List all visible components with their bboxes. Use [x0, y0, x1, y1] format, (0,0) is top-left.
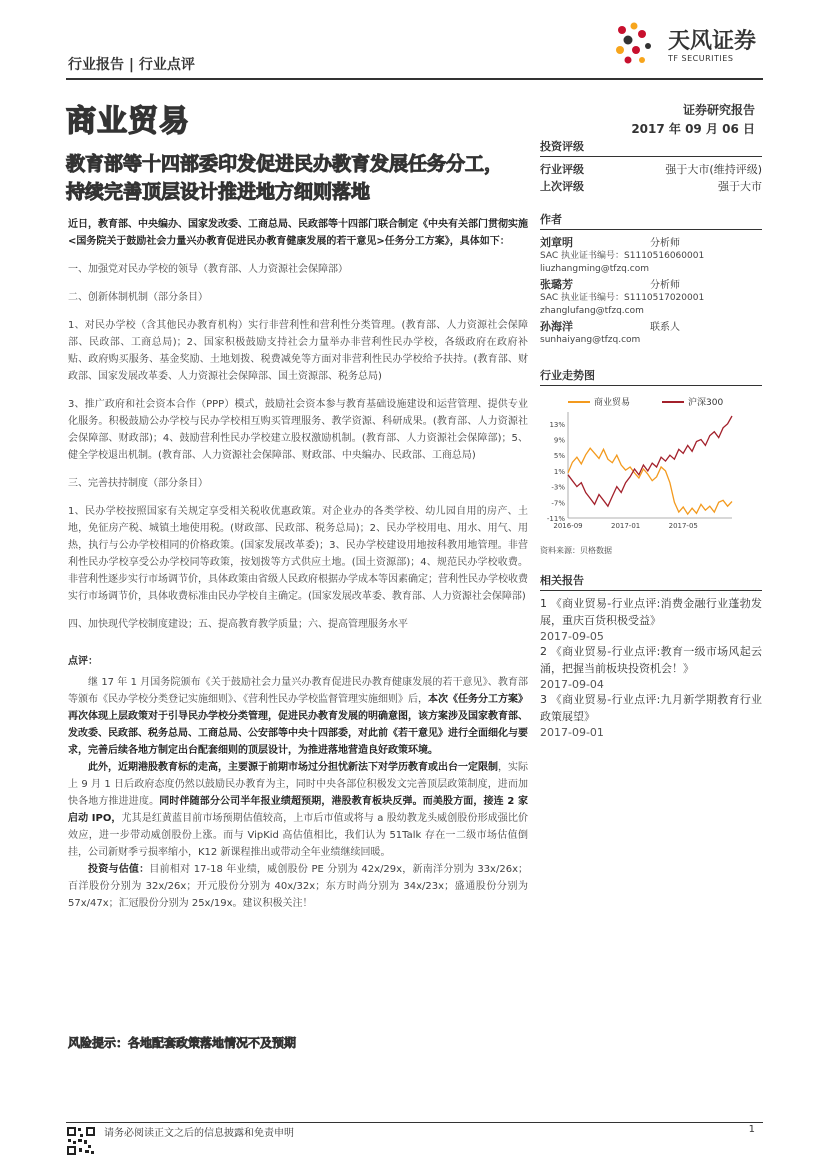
industry-rating-row — [540, 161, 762, 178]
report-tag: 证券研究报告 — [682, 103, 755, 117]
legend-label: 沪深300 — [688, 398, 724, 408]
author-cert: SAC 执业证书编号：S1110517020001 — [540, 293, 705, 303]
prev-rating-label: 上次评级 — [540, 180, 584, 193]
x-tick-label: 2017-01 — [610, 522, 641, 530]
chart-header: 行业走势图 — [540, 367, 762, 386]
legend-label: 商业贸易 — [594, 398, 631, 408]
related-report-1[interactable] — [540, 595, 762, 643]
document-type: 行业报告 | 行业点评 — [68, 57, 195, 73]
footer-divider — [66, 1122, 763, 1123]
paragraph-4: 3、推广政府和社会资本合作（PPP）模式，鼓励社会资本参与教育基础设施建设和运营管理、提供专业化服务。积极鼓励公办学校与民办学校相互购买管理服务、教学资源、科研成果。(教育部、人力资源社会保障部、财政部)；4、鼓励营利性民办学校建立股权激励机制。(教育部、人力资源社会保障部)；5、健全学校退出机制。(教育部、人力资源社会保障部、财政部、中央编办、民政部、工商总局) — [68, 399, 528, 461]
y-tick-label: -11% — [546, 515, 565, 523]
paragraph-1: 一、加强党对民办学校的领导（教育部、人力资源社会保障部） — [68, 264, 348, 275]
comment-paragraph-1 — [68, 674, 528, 759]
comment-1-bold: 本次《任务分工方案》再次体现上层政策对于引导民办学校分类管理，促进民办教育发展的明确意图，该方案涉及国家教育部、发改委、民政部、税务总局、工商总局、公安部等中央十四部委，对此前《若干意见》进行全面细化与要求，完善后续各地方制定出台配套细则的顶层设计，为推进落地营造良好政策环境。 — [68, 694, 528, 756]
author-email[interactable]: sunhaiyang@tfzq.com — [540, 335, 641, 345]
author-name: 孙海洋 — [540, 320, 573, 333]
x-tick-label: 2017-05 — [668, 522, 698, 530]
logo-subtitle: TF SECURITIES — [668, 54, 734, 63]
y-tick-label: -7% — [551, 499, 565, 508]
y-tick-label: 5% — [553, 452, 565, 461]
comment-2-bold-2: 同时伴随部分公司半年报业绩超预期，港股教育板块反弹。而美股方面，接连 2 家启动 IPO， — [68, 796, 529, 824]
disclaimer-notice: 请务必阅读正文之后的信息披露和免责申明 — [104, 1128, 294, 1139]
paragraph-7: 四、加快现代学校制度建设；五、提高教育教学质量；六、提高管理服务水平 — [68, 619, 408, 630]
authors-header: 作者 — [540, 211, 762, 230]
sidebar — [540, 138, 762, 739]
industry-rating-value: 强于大市(维持评级) — [665, 163, 762, 176]
valuation-text: 目前相对 17-18 年业绩，威创股份 PE 分别为 42x/29x，新南洋分别为 33x/26x；百洋股份分别为 32x/26x；开元股份分别为 40x/32x；东方时尚分别为 34x/23x；盛通股份分别为 57x/47x；汇冠股份分别为 25x/19x。建议积极关注！ — [68, 864, 528, 909]
author-email[interactable]: liuzhangming@tfzq.com — [540, 264, 649, 274]
related-report-date: 2017-09-01 — [540, 726, 604, 739]
paragraph-2: 二、创新体制机制（部分条目） — [68, 292, 208, 303]
main-body — [68, 216, 528, 923]
title-line-1: 教育部等十四部委印发促进民办教育发展任务分工， — [66, 153, 504, 175]
prev-rating-row — [540, 178, 762, 195]
risk-warning: 风险提示：各地配套政策落地情况不及预期 — [68, 1036, 297, 1050]
logo-name: 天风证券 — [668, 29, 757, 54]
comment-paragraph-3 — [68, 861, 528, 912]
page-number: 1 — [748, 1124, 755, 1135]
author-email[interactable]: zhanglufang@tfzq.com — [540, 306, 644, 316]
comment-2-bold: 此外，近期港股教育标的走高，主要源于前期市场过分担忧新法下对学历教育或出台一定限制 — [88, 762, 498, 773]
y-tick-label: 13% — [549, 420, 565, 429]
series-line — [568, 416, 732, 506]
author-2 — [540, 276, 762, 318]
rating-header: 投资评级 — [540, 138, 762, 157]
paragraph-5: 三、完善扶持制度（部分条目） — [68, 478, 208, 489]
qr-code-icon — [66, 1126, 96, 1156]
valuation-label: 投资与估值： — [88, 864, 150, 875]
comment-2-normal-2: 尤其是红黄蓝目前市场预期估值较高，上市后市值或将与 a 股幼教龙头威创股份形成强比价效应，进一步带动威创股份上涨。而与 VipKid 高估值相比，我们认为 51Talk 存在一二级市场估值倒挂，公司新财季亏损率缩小，K12 新课程推出或带动全年业绩继续回暖。 — [68, 813, 528, 858]
report-date: 2017 年 09 月 06 日 — [631, 122, 755, 136]
title-line-2: 持续完善顶层设计推进地方细则落地 — [66, 181, 371, 203]
related-report-title[interactable]: 1 《商业贸易-行业点评:消费金融行业蓬勃发展，重庆百货积极受益》 — [540, 597, 762, 627]
related-report-date: 2017-09-04 — [540, 678, 604, 691]
paragraph-6: 1、民办学校按照国家有关规定享受相关税收优惠政策。对企业办的各类学校、幼儿园自用的房产、土地，免征房产税、城镇土地使用税。(财政部、民政部、税务总局)；2、民办学校用电、用水、用气、用热，执行与公办学校相同的价格政策。(国家发展改革委)；3、民办学校建设用地按科教用地管理。非营利性民办学校享受公办学校同等政策，按划拨等方式供应土地。(国土资源部)；4、规范民办学校收费。非营利性逐步实行市场调节价，具体政策由省级人民政府根据办学成本等因素确定；营利性民办学校收费实行市场调节价，具体收费标准由民办学校自主确定。(国家发展改革委、教育部、人力资源社会保障部) — [68, 506, 528, 602]
series-line — [568, 448, 732, 514]
industry-name: 商业贸易 — [66, 104, 190, 139]
comment-2-normal: ，实际上 9 月 1 日后政府态度仍然以鼓励民办教育为主，同时中央各部位积极发文完善顶层政策制度，进而加快各地方推进进度。 — [68, 762, 528, 807]
comment-1-normal: 继 17 年 1 月国务院颁布《关于鼓励社会力量兴办教育促进民办教育健康发展的若干意见》、教育部等颁布《民办学校分类登记实施细则》、《营利性民办学校监督管理实施细则》后， — [68, 677, 528, 705]
intro-paragraph: 近日，教育部、中央编办、国家发改委、工商总局、民政部等十四部门联合制定《中央有关部门贯彻实施<国务院关于鼓励社会力量兴办教育促进民办教育健康发展的若干意见>任务分工方案》，具体如下： — [68, 219, 528, 247]
author-role: 分析师 — [650, 238, 680, 249]
author-1 — [540, 234, 762, 276]
author-role: 联系人 — [650, 322, 680, 333]
comment-paragraph-2 — [68, 759, 528, 861]
related-report-2[interactable] — [540, 643, 762, 691]
industry-rating-label: 行业评级 — [540, 163, 584, 176]
author-cert: SAC 执业证书编号：S1110516060001 — [540, 251, 705, 261]
comment-label: 点评： — [68, 656, 98, 667]
chart-source: 资料来源：贝格数据 — [540, 546, 612, 555]
y-tick-label: 1% — [553, 467, 565, 476]
report-title — [66, 150, 536, 206]
author-3 — [540, 318, 762, 347]
related-report-date: 2017-09-05 — [540, 630, 604, 643]
author-name: 张璐芳 — [540, 278, 573, 291]
author-role: 分析师 — [650, 280, 680, 291]
industry-trend-chart — [540, 390, 762, 540]
related-header: 相关报告 — [540, 572, 762, 591]
paragraph-3: 1、对民办学校（含其他民办教育机构）实行非营利性和营利性分类管理。(教育部、人力资源社会保障部、民政部、工商总局)；2、国家积极鼓励支持社会力量举办非营利性民办学校，各级政府在政府补贴、政府购买服务、基金奖励、土地划拨、税费减免等方面对非营利性民办学校给予扶持。(教育部、财政部、国家发展改革委、人力资源社会保障部、国土资源部、税务总局) — [68, 320, 528, 382]
prev-rating-value: 强于大市 — [718, 180, 762, 193]
x-tick-label: 2016-09 — [553, 522, 583, 530]
related-report-title[interactable]: 3 《商业贸易-行业点评:九月新学期教育行业政策展望》 — [540, 693, 762, 723]
related-report-3[interactable] — [540, 691, 762, 739]
header-divider — [66, 78, 763, 80]
y-tick-label: -3% — [551, 483, 565, 492]
related-report-title[interactable]: 2 《商业贸易-行业点评:教育一级市场风起云涌，把握当前板块投资机会！》 — [540, 645, 762, 675]
y-tick-label: 9% — [553, 436, 565, 445]
author-name: 刘章明 — [540, 236, 573, 249]
